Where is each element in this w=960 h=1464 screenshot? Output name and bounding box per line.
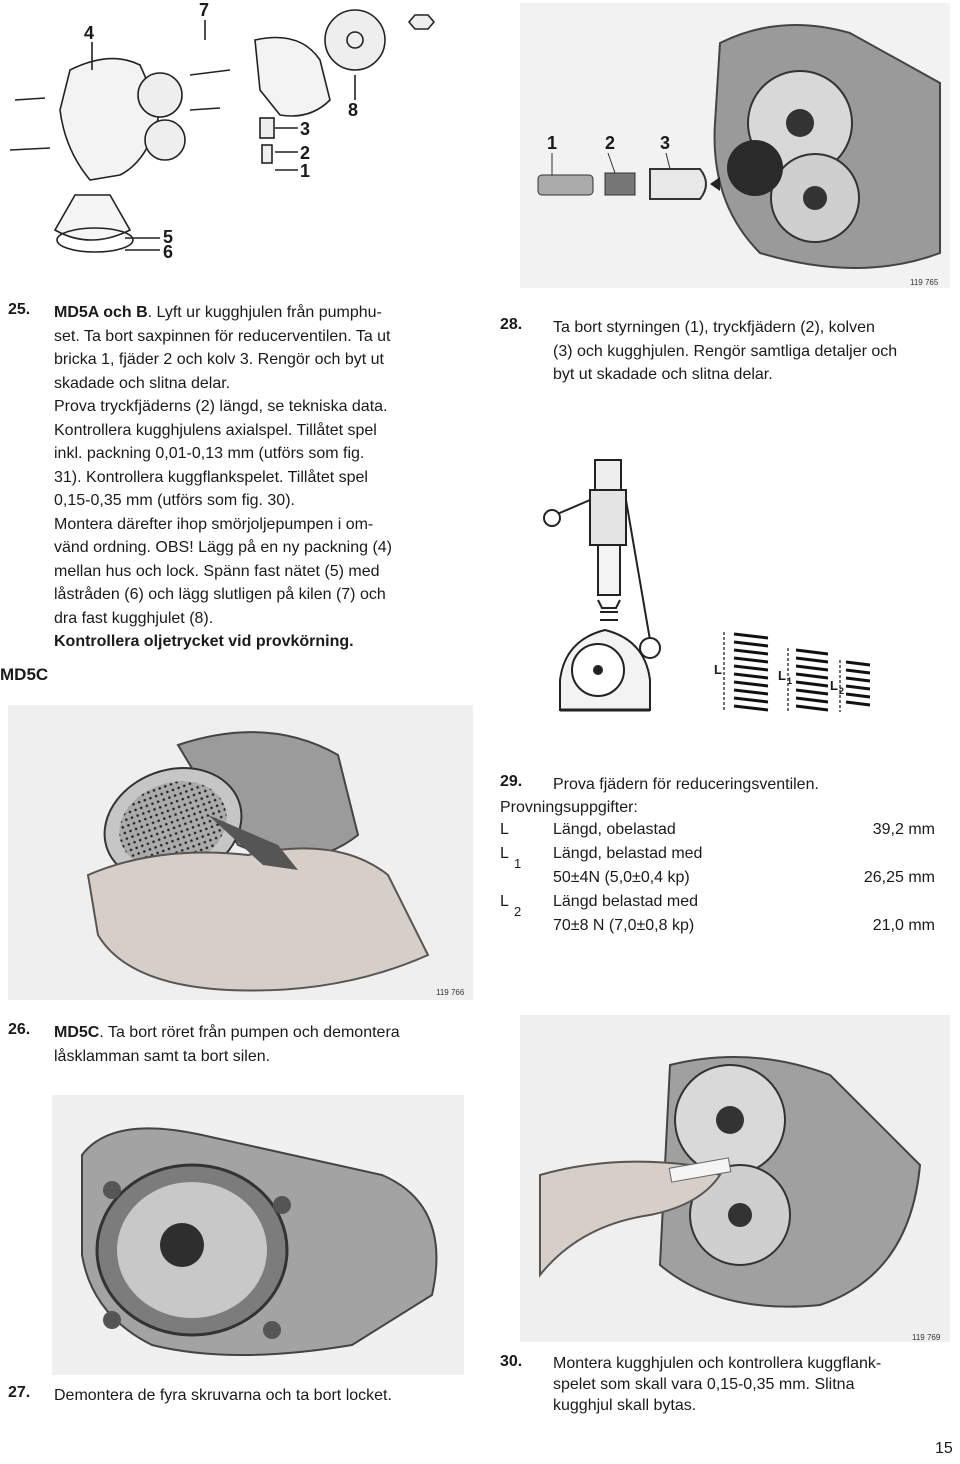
- photo-pump-gears-valve: [520, 3, 950, 288]
- table-row-desc: Längd, obelastad: [553, 821, 676, 838]
- spring-tester-drawing: [540, 440, 670, 720]
- step-25-line: Kontrollera oljetrycket vid provkörning.: [54, 633, 354, 650]
- callout-8: 8: [348, 100, 359, 120]
- step-25-line: bricka 1, fjäder 2 och kolv 3. Rengör och byt ut: [54, 351, 384, 368]
- step-25-line: mellan hus och lock. Spänn fast nätet (5) med: [54, 562, 380, 580]
- photo-strainer-removal: [8, 705, 473, 1000]
- callout-6: 6: [163, 242, 174, 262]
- photo-code-30: 119 769: [912, 1333, 941, 1342]
- table-row-subscript: 1: [514, 856, 522, 871]
- step-25-line: 0,15-0,35 mm (utförs som fig. 30).: [54, 492, 295, 509]
- table-row-desc: 70±8 N (7,0±0,8 kp): [553, 917, 695, 934]
- page-number: 15: [935, 1440, 953, 1457]
- step-25-line: vänd ordning. OBS! Lägg på en ny packning (4): [54, 539, 392, 556]
- photo-callout-3: 3: [660, 133, 671, 153]
- table-row-desc: 50±4N (5,0±0,4 kp): [553, 869, 690, 886]
- photo-code: 119 765: [910, 278, 939, 287]
- spring-label-l2-sub: 2: [839, 686, 845, 696]
- callout-2: 2: [300, 143, 311, 163]
- table-row-subscript: 2: [514, 904, 522, 919]
- step-30-number: 30.: [500, 1353, 523, 1370]
- spring-label-l: L: [714, 662, 722, 677]
- table-row-value: 26,25 mm: [863, 869, 935, 886]
- table-row-desc: Längd belastad med: [553, 893, 698, 910]
- spring-length-diagram: [712, 628, 872, 718]
- step-25-line: dra fast kugghjulet (8).: [54, 609, 214, 627]
- spring-label-l1-sub: 1: [787, 676, 793, 686]
- step-25-number: 25.: [8, 301, 31, 318]
- table-row-symbol: L: [500, 821, 509, 838]
- step-28-number: 28.: [500, 316, 523, 333]
- table-row-symbol: L: [500, 845, 509, 862]
- section-label-md5c: MD5C: [0, 665, 49, 684]
- callout-4: 4: [84, 23, 95, 43]
- callout-5: 5: [163, 227, 174, 247]
- photo-callout-1: 1: [547, 133, 558, 153]
- step-25-line: Kontrollera kugghjulens axialspel. Tillåtet spel: [54, 421, 377, 439]
- step-28-text: Ta bort styrningen (1), tryckfjädern (2), kolven (3) och kugghjulen. Rengör samtliga detaljer och byt ut skadade och slitna delar.: [553, 319, 898, 383]
- step-27-text: Demontera de fyra skruvarna och ta bort locket.: [54, 1387, 392, 1404]
- spring-label-l1: L: [778, 668, 786, 683]
- callout-7: 7: [199, 0, 210, 20]
- step-25-text: [54, 301, 474, 654]
- table-row-desc: Längd, belastad med: [553, 845, 703, 862]
- photo-gear-backlash-check: [520, 1015, 950, 1342]
- step-25-line: Prova tryckfjäderns (2) längd, se tekniska data.: [54, 398, 388, 415]
- step-27-number: 27.: [8, 1384, 31, 1401]
- table-row-value: 39,2 mm: [872, 821, 935, 838]
- step-25-line: set. Ta bort saxpinnen för reducerventilen. Ta ut: [54, 327, 391, 345]
- step-25-line: skadade och slitna delar.: [54, 374, 231, 392]
- table-row-value: 21,0 mm: [872, 917, 935, 934]
- step-25-line: MD5A och B. Lyft ur kugghjulen från pumphu-: [54, 304, 382, 321]
- step-29-number: 29.: [500, 773, 523, 790]
- exploded-view-drawing: [0, 0, 470, 280]
- step-29-subtitle: Provningsuppgifter:: [500, 799, 638, 816]
- step-30-text: Montera kugghjulen och kontrollera kuggflank- spelet som skall vara 0,15-0,35 mm. Slitna kugghjul skall bytas.: [553, 1355, 882, 1414]
- step-26-number: 26.: [8, 1021, 31, 1038]
- table-row-symbol: L: [500, 893, 509, 910]
- step-29-title: Prova fjädern för reduceringsventilen.: [553, 776, 819, 793]
- step-25-line: inkl. packning 0,01-0,13 mm (utförs som fig.: [54, 445, 365, 462]
- step-25-line: Montera därefter ihop smörjoljepumpen i om-: [54, 515, 374, 533]
- step-26-text: MD5C. Ta bort röret från pumpen och demontera låsklamman samt ta bort silen.: [54, 1024, 400, 1065]
- photo-code-26: 119 766: [436, 988, 465, 997]
- step-25-line: låstråden (6) och lägg slutligen på kilen (7) och: [54, 586, 386, 603]
- spring-label-l2: L: [830, 678, 838, 693]
- step-25-line: 31). Kontrollera kuggflankspelet. Tillåtet spel: [54, 468, 368, 486]
- photo-callout-2: 2: [605, 133, 616, 153]
- photo-housing-cover: [52, 1095, 464, 1375]
- callout-3: 3: [300, 119, 311, 139]
- callout-1: 1: [300, 161, 311, 181]
